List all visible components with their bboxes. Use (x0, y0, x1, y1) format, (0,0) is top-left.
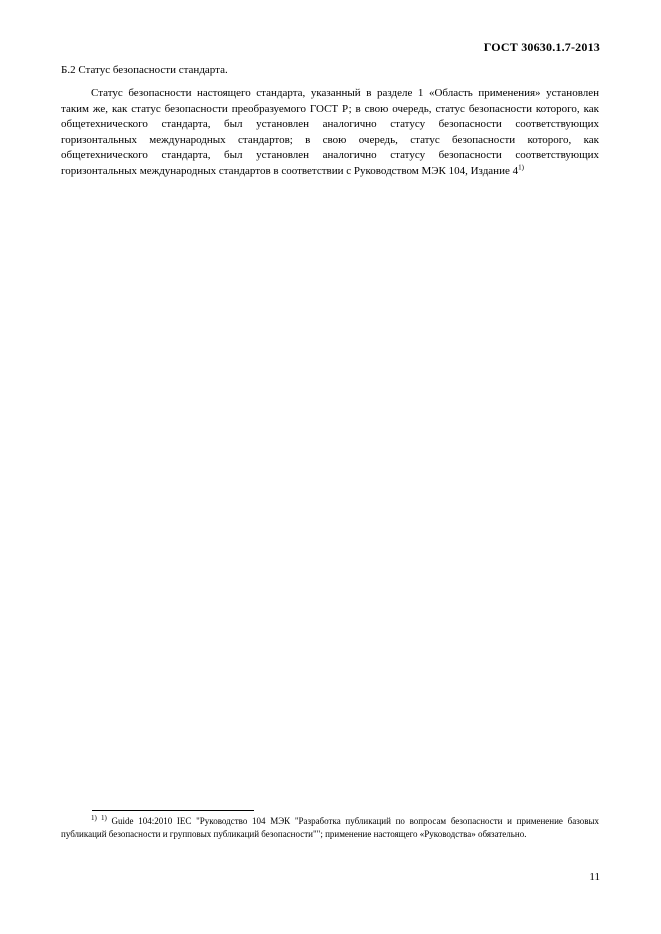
page-number: 11 (589, 871, 600, 883)
section-title: Б.2 Статус безопасности стандарта. (61, 64, 228, 76)
document-code-header: ГОСТ 30630.1.7-2013 (483, 40, 600, 54)
footnote-separator (92, 810, 254, 811)
footnote-reference[interactable]: 1) (518, 162, 524, 171)
body-paragraph (61, 86, 599, 179)
body-paragraph-text: Статус безопасности настоящего стандарта, указанный в разделе 1 «Область применения» установлен таким же, как статус безопасности преобразуемого ГОСТ Р; в свою очередь, статус безопасности которого, как общетехнического стандарта, был установлен аналогично статусу безопасности соответствующих горизонтальных международных стандартов; в свою очередь, статус безопасности которого, как общетехнического стандарта, был установлен аналогично статусу безопасности соответствующих горизонтальных международных стандартов в соответствии с Руководством МЭК 104, Издание 4 (61, 87, 599, 177)
footnote-text: Guide 104:2010 IEC "Руководство 104 МЭК "Разработка публикаций по вопросам безопасности и применение базовых публикаций безопасности и групповых публикаций безопасности""; применение настоящего «Руководства» обязательно. (61, 816, 599, 839)
footnote-marker: 1) 1) (91, 814, 107, 822)
footnote (61, 815, 599, 840)
